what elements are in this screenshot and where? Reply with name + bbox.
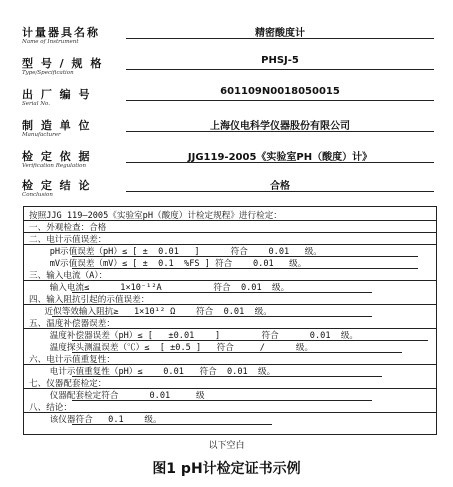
- verification-results-box: [23, 206, 437, 435]
- table-rule: [24, 328, 436, 329]
- table-rule: [72, 376, 382, 377]
- table-rule: [24, 232, 436, 233]
- table-rule: [24, 364, 436, 365]
- line-text: 电计示值重复性（pH）≤ 0.01 符合 0.01 级。: [29, 367, 276, 377]
- field-label-en: Serial No.: [22, 101, 50, 107]
- field-value: PHSJ-5: [261, 55, 299, 66]
- table-rule: [24, 244, 436, 245]
- line-text: 近似等效输入阻抗≥ 1×10¹² Ω 符合 0.01 级。: [29, 307, 272, 317]
- field-label-en: Verification Regulation: [22, 163, 87, 169]
- table-rule: [72, 256, 418, 257]
- underline: [126, 100, 434, 101]
- line-text: 温度探头测温误差（℃）≤ [ ±0.5 ] 符合 / 级。: [29, 343, 314, 353]
- table-rule: [72, 400, 372, 401]
- field-value: 合格: [270, 181, 290, 192]
- field-label-en: Name of Instrument: [22, 39, 79, 45]
- table-rule: [72, 424, 272, 425]
- line-text: 按照JJG 119—2005《实验室pH（酸度）计检定规程》进行检定：: [29, 211, 282, 221]
- underline: [126, 38, 434, 39]
- line-text: 四、输入阻抗引起的示值误差：: [29, 295, 150, 305]
- table-rule: [24, 304, 436, 305]
- field-value: 601109N0018050015: [220, 86, 340, 97]
- field-value: 精密酸度计: [255, 28, 305, 39]
- field-label: 检 定 依 据: [22, 150, 92, 163]
- table-rule: [24, 388, 436, 389]
- blank-below-note: 以下空白: [208, 441, 245, 451]
- field-label: 型 号 / 规 格: [22, 57, 104, 70]
- table-rule: [24, 412, 436, 413]
- underline: [126, 131, 434, 132]
- field-label: 计量器具名称: [22, 26, 100, 39]
- field-value: JJG119-2005《实验室PH（酸度）计》: [187, 152, 373, 163]
- table-rule: [72, 340, 428, 341]
- line-text: 七、仪器配套检定：: [29, 379, 107, 389]
- table-rule: [24, 220, 436, 221]
- field-label-en: Type/Specification: [22, 70, 74, 76]
- figure-caption: 图1 pH计检定证书示例: [152, 461, 301, 477]
- field-label: 检 定 结 论: [22, 179, 92, 192]
- line-text: 温度补偿器误差（pH）≤ [ ±0.01 ] 符合 0.01 级。: [29, 331, 359, 341]
- line-text: 仪器配套检定符合 0.01 级: [29, 391, 205, 401]
- line-text: 八、结论：: [29, 403, 72, 413]
- table-rule: [52, 316, 372, 317]
- line-text: 六、电计示值重复性：: [29, 355, 115, 365]
- line-text: 一、外观检查：合格: [29, 223, 107, 233]
- field-label: 出 厂 编 号: [22, 88, 92, 101]
- field-label-en: Manufacturer: [22, 132, 61, 138]
- underline: [126, 69, 434, 70]
- field-value: 上海仪电科学仪器股份有限公司: [210, 121, 350, 132]
- line-text: mV示值误差（mV）≤ [ ± 0.1 %FS ] 符合 0.01 级。: [29, 259, 307, 269]
- table-rule: [24, 280, 436, 281]
- line-text: 二、电计示值误差：: [29, 235, 107, 245]
- line-text: 五、温度补偿器误差：: [29, 319, 115, 329]
- field-label-en: Conclusion: [22, 192, 53, 198]
- line-text: 三、输入电流（A）：: [29, 271, 108, 281]
- table-rule: [72, 352, 402, 353]
- line-text: 该仪器符合 0.1 级。: [29, 415, 162, 425]
- line-text: 输入电流≤ 1×10⁻¹²A 符合 0.01 级。: [29, 283, 290, 293]
- table-rule: [72, 292, 372, 293]
- underline: [126, 162, 434, 163]
- table-rule: [72, 268, 418, 269]
- field-label: 制 造 单 位: [22, 119, 92, 132]
- line-text: pH示值误差（pH）≤ [ ± 0.01 ] 符合 0.01 级。: [29, 247, 322, 257]
- underline: [126, 191, 434, 192]
